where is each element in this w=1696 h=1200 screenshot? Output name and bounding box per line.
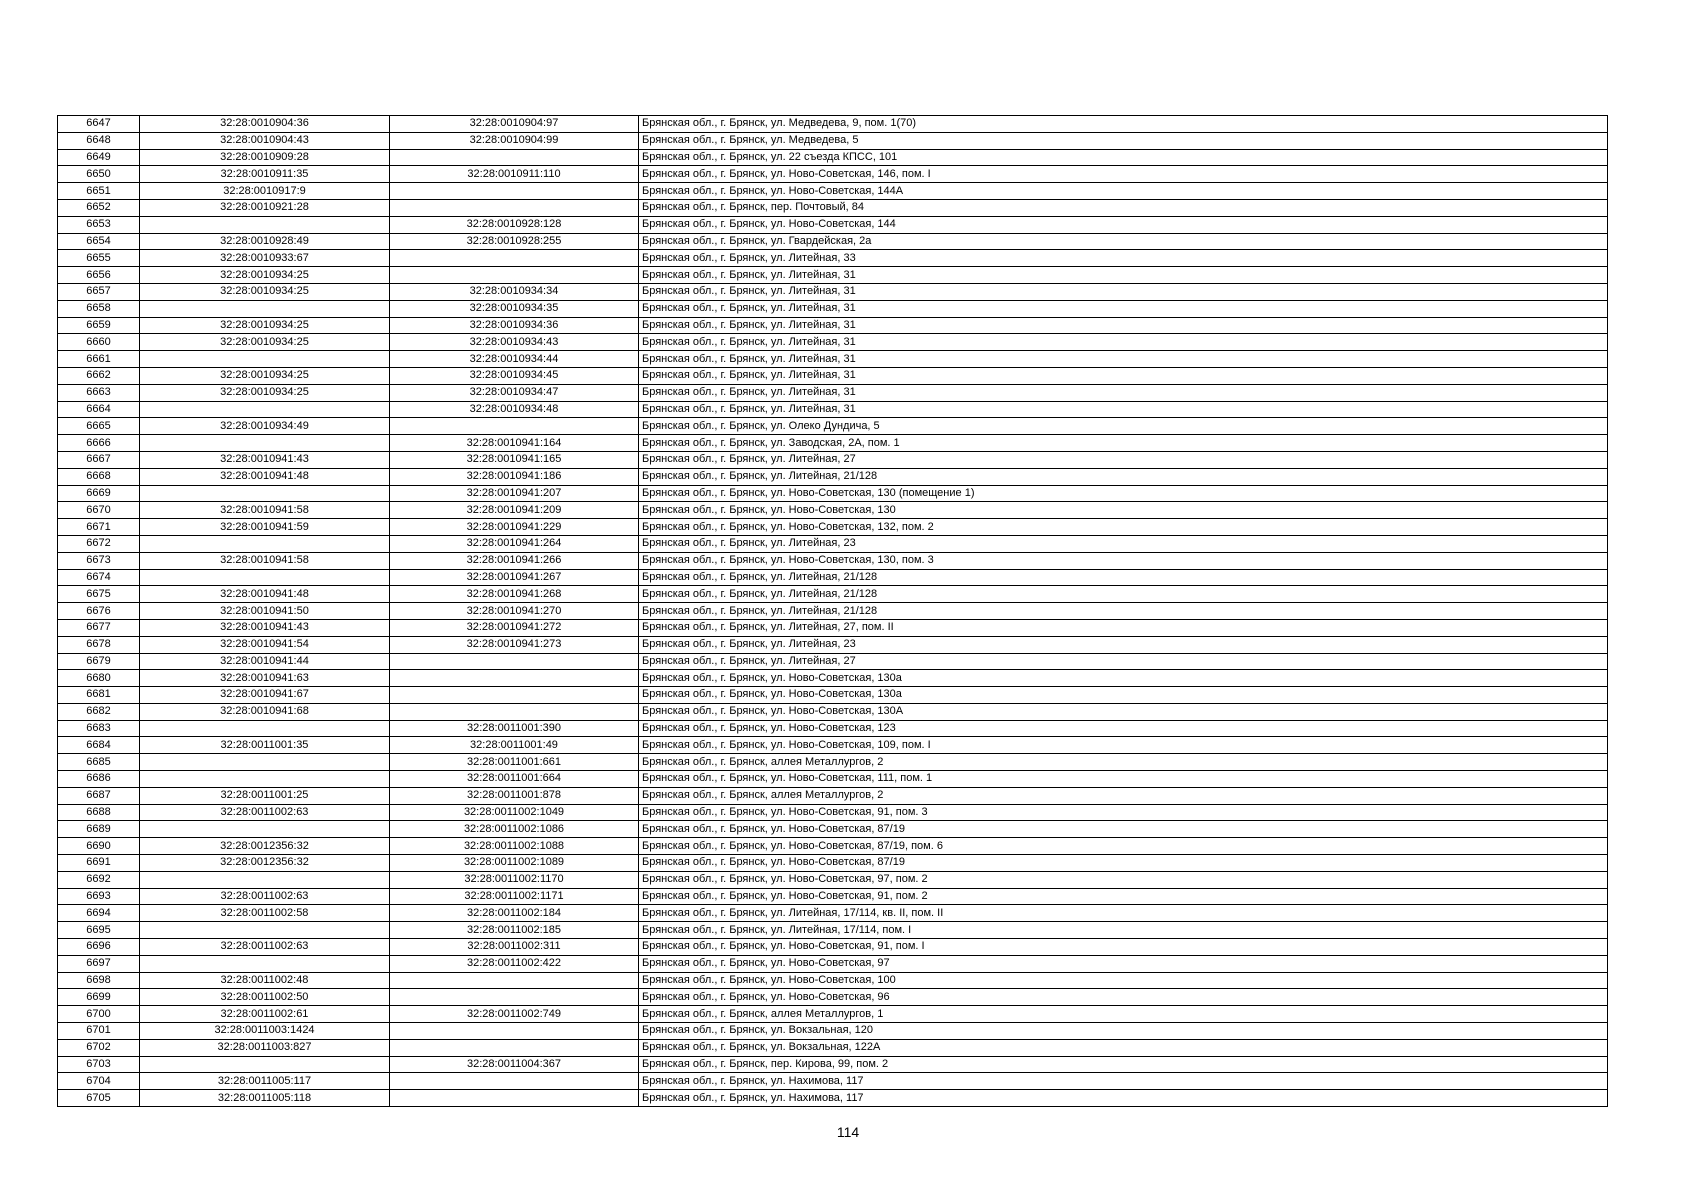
row-number-cell: 6702: [58, 1039, 140, 1056]
row-number-cell: 6674: [58, 569, 140, 586]
table-row: [58, 300, 1608, 317]
address-cell: Брянская обл., г. Брянск, ул. Литейная, 31: [639, 367, 1608, 384]
address-cell: Брянская обл., г. Брянск, ул. Литейная, 31: [639, 351, 1608, 368]
address-cell: Брянская обл., г. Брянск, ул. Ново-Советская, 91, пом. 3: [639, 804, 1608, 821]
premises-cadastral-number-cell: [390, 1039, 639, 1056]
cadastral-number-cell: 32:28:0010941:50: [140, 603, 390, 620]
address-cell: Брянская обл., г. Брянск, ул. Медведева, 5: [639, 132, 1608, 149]
cadastral-number-cell: 32:28:0011002:63: [140, 804, 390, 821]
row-number-cell: 6667: [58, 451, 140, 468]
premises-cadastral-number-cell: 32:28:0010928:255: [390, 233, 639, 250]
table-row: [58, 720, 1608, 737]
row-number-cell: 6692: [58, 871, 140, 888]
table-row: [58, 418, 1608, 435]
address-cell: Брянская обл., г. Брянск, ул. Литейная, 31: [639, 283, 1608, 300]
table-row: [58, 468, 1608, 485]
cadastral-number-cell: 32:28:0010934:25: [140, 367, 390, 384]
premises-cadastral-number-cell: 32:28:0010934:47: [390, 384, 639, 401]
address-cell: Брянская обл., г. Брянск, ул. Литейная, 17/114, пом. I: [639, 922, 1608, 939]
cadastral-number-cell: 32:28:0011002:50: [140, 989, 390, 1006]
premises-cadastral-number-cell: 32:28:0010941:267: [390, 569, 639, 586]
cadastral-number-cell: [140, 300, 390, 317]
address-cell: Брянская обл., г. Брянск, ул. Литейная, 31: [639, 267, 1608, 284]
premises-cadastral-number-cell: 32:28:0011002:422: [390, 955, 639, 972]
cadastral-number-cell: 32:28:0010934:25: [140, 267, 390, 284]
address-cell: Брянская обл., г. Брянск, ул. Нахимова, 117: [639, 1090, 1608, 1107]
premises-cadastral-number-cell: [390, 687, 639, 704]
table-row: [58, 485, 1608, 502]
row-number-cell: 6670: [58, 502, 140, 519]
table-body: [58, 116, 1608, 1107]
premises-cadastral-number-cell: [390, 267, 639, 284]
cadastral-number-cell: [140, 1056, 390, 1073]
address-cell: Брянская обл., г. Брянск, ул. Вокзальная, 122А: [639, 1039, 1608, 1056]
address-cell: Брянская обл., г. Брянск, ул. Ново-Советская, 87/19: [639, 855, 1608, 872]
premises-cadastral-number-cell: 32:28:0010941:270: [390, 603, 639, 620]
table-row: [58, 1056, 1608, 1073]
row-number-cell: 6653: [58, 216, 140, 233]
table-row: [58, 451, 1608, 468]
cadastral-number-cell: 32:28:0011001:25: [140, 787, 390, 804]
table-row: [58, 703, 1608, 720]
address-cell: Брянская обл., г. Брянск, ул. Гвардейская, 2а: [639, 233, 1608, 250]
premises-cadastral-number-cell: 32:28:0011002:1086: [390, 821, 639, 838]
row-number-cell: 6686: [58, 771, 140, 788]
address-cell: Брянская обл., г. Брянск, ул. Ново-Советская, 130 (помещение 1): [639, 485, 1608, 502]
row-number-cell: 6658: [58, 300, 140, 317]
premises-cadastral-number-cell: [390, 183, 639, 200]
premises-cadastral-number-cell: 32:28:0010941:272: [390, 619, 639, 636]
row-number-cell: 6648: [58, 132, 140, 149]
cadastral-number-cell: 32:28:0010941:43: [140, 451, 390, 468]
cadastral-number-cell: 32:28:0010941:58: [140, 552, 390, 569]
table-row: [58, 367, 1608, 384]
row-number-cell: 6700: [58, 1006, 140, 1023]
cadastral-number-cell: 32:28:0010928:49: [140, 233, 390, 250]
table-row: [58, 619, 1608, 636]
address-cell: Брянская обл., г. Брянск, ул. Ново-Советская, 132, пом. 2: [639, 519, 1608, 536]
address-cell: Брянская обл., г. Брянск, ул. Ново-Советская, 111, пом. 1: [639, 771, 1608, 788]
cadastral-number-cell: 32:28:0010941:63: [140, 670, 390, 687]
row-number-cell: 6676: [58, 603, 140, 620]
table-row: [58, 603, 1608, 620]
row-number-cell: 6681: [58, 687, 140, 704]
row-number-cell: 6657: [58, 283, 140, 300]
cadastral-number-cell: 32:28:0010904:36: [140, 116, 390, 133]
cadastral-number-cell: 32:28:0011005:117: [140, 1073, 390, 1090]
premises-cadastral-number-cell: [390, 418, 639, 435]
address-cell: Брянская обл., г. Брянск, пер. Кирова, 99, пом. 2: [639, 1056, 1608, 1073]
cadastral-number-cell: [140, 922, 390, 939]
table-row: [58, 586, 1608, 603]
premises-cadastral-number-cell: 32:28:0011001:49: [390, 737, 639, 754]
address-cell: Брянская обл., г. Брянск, ул. Ново-Советская, 87/19: [639, 821, 1608, 838]
row-number-cell: 6705: [58, 1090, 140, 1107]
premises-cadastral-number-cell: [390, 989, 639, 1006]
row-number-cell: 6669: [58, 485, 140, 502]
address-cell: Брянская обл., г. Брянск, ул. Ново-Советская, 97: [639, 955, 1608, 972]
address-cell: Брянская обл., г. Брянск, ул. Ново-Советская, 100: [639, 972, 1608, 989]
row-number-cell: 6663: [58, 384, 140, 401]
table-row: [58, 804, 1608, 821]
cadastral-number-cell: 32:28:0011002:63: [140, 939, 390, 956]
table-row: [58, 250, 1608, 267]
property-register-table: [57, 115, 1608, 1107]
premises-cadastral-number-cell: [390, 1090, 639, 1107]
address-cell: Брянская обл., г. Брянск, ул. Ново-Советская, 96: [639, 989, 1608, 1006]
address-cell: Брянская обл., г. Брянск, ул. Заводская, 2А, пом. 1: [639, 435, 1608, 452]
cadastral-number-cell: [140, 821, 390, 838]
address-cell: Брянская обл., г. Брянск, ул. Олеко Дундича, 5: [639, 418, 1608, 435]
address-cell: Брянская обл., г. Брянск, ул. Ново-Советская, 87/19, пом. 6: [639, 838, 1608, 855]
premises-cadastral-number-cell: 32:28:0011002:185: [390, 922, 639, 939]
row-number-cell: 6662: [58, 367, 140, 384]
address-cell: Брянская обл., г. Брянск, ул. Ново-Советская, 123: [639, 720, 1608, 737]
table-row: [58, 955, 1608, 972]
cadastral-number-cell: 32:28:0010941:59: [140, 519, 390, 536]
table-row: [58, 687, 1608, 704]
table-row: [58, 1006, 1608, 1023]
cadastral-number-cell: [140, 485, 390, 502]
row-number-cell: 6682: [58, 703, 140, 720]
premises-cadastral-number-cell: 32:28:0011002:1049: [390, 804, 639, 821]
row-number-cell: 6675: [58, 586, 140, 603]
address-cell: Брянская обл., г. Брянск, ул. Литейная, 31: [639, 317, 1608, 334]
address-cell: Брянская обл., г. Брянск, ул. Ново-Советская, 91, пом. 2: [639, 888, 1608, 905]
premises-cadastral-number-cell: [390, 670, 639, 687]
table-row: [58, 1073, 1608, 1090]
cadastral-number-cell: 32:28:0010941:48: [140, 468, 390, 485]
cadastral-number-cell: 32:28:0011002:63: [140, 888, 390, 905]
premises-cadastral-number-cell: 32:28:0010934:36: [390, 317, 639, 334]
address-cell: Брянская обл., г. Брянск, ул. Литейная, 31: [639, 401, 1608, 418]
address-cell: Брянская обл., г. Брянск, ул. Ново-Советская, 146, пом. I: [639, 166, 1608, 183]
table-row: [58, 1090, 1608, 1107]
table-row: [58, 199, 1608, 216]
address-cell: Брянская обл., г. Брянск, ул. Литейная, 31: [639, 300, 1608, 317]
address-cell: Брянская обл., г. Брянск, ул. Ново-Советская, 130А: [639, 703, 1608, 720]
row-number-cell: 6689: [58, 821, 140, 838]
cadastral-number-cell: 32:28:0010933:67: [140, 250, 390, 267]
table-row: [58, 653, 1608, 670]
address-cell: Брянская обл., г. Брянск, ул. Ново-Советская, 109, пом. I: [639, 737, 1608, 754]
table-row: [58, 1023, 1608, 1040]
address-cell: Брянская обл., г. Брянск, аллея Металлургов, 2: [639, 787, 1608, 804]
row-number-cell: 6691: [58, 855, 140, 872]
premises-cadastral-number-cell: [390, 1073, 639, 1090]
cadastral-number-cell: 32:28:0012356:32: [140, 855, 390, 872]
cadastral-number-cell: [140, 216, 390, 233]
table-row: [58, 216, 1608, 233]
address-cell: Брянская обл., г. Брянск, ул. Литейная, 17/114, кв. II, пом. II: [639, 905, 1608, 922]
table-row: [58, 166, 1608, 183]
address-cell: Брянская обл., г. Брянск, ул. Медведева, 9, пом. 1(70): [639, 116, 1608, 133]
premises-cadastral-number-cell: 32:28:0010941:266: [390, 552, 639, 569]
row-number-cell: 6665: [58, 418, 140, 435]
address-cell: Брянская обл., г. Брянск, ул. Ново-Советская, 144А: [639, 183, 1608, 200]
premises-cadastral-number-cell: 32:28:0010941:164: [390, 435, 639, 452]
premises-cadastral-number-cell: 32:28:0010941:165: [390, 451, 639, 468]
cadastral-number-cell: 32:28:0011003:1424: [140, 1023, 390, 1040]
cadastral-number-cell: [140, 351, 390, 368]
row-number-cell: 6679: [58, 653, 140, 670]
premises-cadastral-number-cell: [390, 653, 639, 670]
cadastral-number-cell: 32:28:0010941:48: [140, 586, 390, 603]
row-number-cell: 6693: [58, 888, 140, 905]
premises-cadastral-number-cell: 32:28:0010904:99: [390, 132, 639, 149]
table-row: [58, 737, 1608, 754]
address-cell: Брянская обл., г. Брянск, ул. Литейная, 21/128: [639, 603, 1608, 620]
table-row: [58, 552, 1608, 569]
address-cell: Брянская обл., г. Брянск, ул. Литейная, 21/128: [639, 586, 1608, 603]
row-number-cell: 6677: [58, 619, 140, 636]
premises-cadastral-number-cell: 32:28:0011002:1088: [390, 838, 639, 855]
cadastral-number-cell: [140, 720, 390, 737]
row-number-cell: 6697: [58, 955, 140, 972]
table-row: [58, 1039, 1608, 1056]
table-row: [58, 535, 1608, 552]
premises-cadastral-number-cell: 32:28:0010934:45: [390, 367, 639, 384]
table-row: [58, 351, 1608, 368]
table-row: [58, 283, 1608, 300]
row-number-cell: 6661: [58, 351, 140, 368]
premises-cadastral-number-cell: [390, 250, 639, 267]
table-row: [58, 972, 1608, 989]
premises-cadastral-number-cell: 32:28:0010934:44: [390, 351, 639, 368]
cadastral-number-cell: [140, 401, 390, 418]
cadastral-number-cell: 32:28:0010941:58: [140, 502, 390, 519]
cadastral-number-cell: [140, 955, 390, 972]
premises-cadastral-number-cell: [390, 703, 639, 720]
cadastral-number-cell: 32:28:0010941:67: [140, 687, 390, 704]
premises-cadastral-number-cell: 32:28:0011002:1171: [390, 888, 639, 905]
row-number-cell: 6685: [58, 754, 140, 771]
table-row: [58, 838, 1608, 855]
premises-cadastral-number-cell: 32:28:0011002:184: [390, 905, 639, 922]
premises-cadastral-number-cell: 32:28:0010941:268: [390, 586, 639, 603]
table-row: [58, 317, 1608, 334]
address-cell: Брянская обл., г. Брянск, ул. Ново-Советская, 130а: [639, 670, 1608, 687]
table-row: [58, 116, 1608, 133]
cadastral-number-cell: 32:28:0011003:827: [140, 1039, 390, 1056]
row-number-cell: 6649: [58, 149, 140, 166]
address-cell: Брянская обл., г. Брянск, аллея Металлургов, 2: [639, 754, 1608, 771]
table-row: [58, 855, 1608, 872]
premises-cadastral-number-cell: 32:28:0010941:229: [390, 519, 639, 536]
address-cell: Брянская обл., г. Брянск, ул. Литейная, 21/128: [639, 468, 1608, 485]
row-number-cell: 6672: [58, 535, 140, 552]
cadastral-number-cell: 32:28:0010941:43: [140, 619, 390, 636]
cadastral-number-cell: 32:28:0010934:49: [140, 418, 390, 435]
premises-cadastral-number-cell: [390, 972, 639, 989]
row-number-cell: 6664: [58, 401, 140, 418]
premises-cadastral-number-cell: 32:28:0010904:97: [390, 116, 639, 133]
cadastral-number-cell: 32:28:0011002:48: [140, 972, 390, 989]
cadastral-number-cell: [140, 754, 390, 771]
address-cell: Брянская обл., г. Брянск, ул. Ново-Советская, 91, пом. I: [639, 939, 1608, 956]
table-row: [58, 771, 1608, 788]
premises-cadastral-number-cell: 32:28:0010934:34: [390, 283, 639, 300]
row-number-cell: 6668: [58, 468, 140, 485]
cadastral-number-cell: 32:28:0010941:54: [140, 636, 390, 653]
address-cell: Брянская обл., г. Брянск, ул. Нахимова, 117: [639, 1073, 1608, 1090]
table-row: [58, 922, 1608, 939]
row-number-cell: 6678: [58, 636, 140, 653]
premises-cadastral-number-cell: 32:28:0010941:186: [390, 468, 639, 485]
address-cell: Брянская обл., г. Брянск, ул. Литейная, 27: [639, 451, 1608, 468]
premises-cadastral-number-cell: 32:28:0010934:35: [390, 300, 639, 317]
cadastral-number-cell: 32:28:0011002:61: [140, 1006, 390, 1023]
cadastral-number-cell: 32:28:0010921:28: [140, 199, 390, 216]
row-number-cell: 6701: [58, 1023, 140, 1040]
premises-cadastral-number-cell: [390, 199, 639, 216]
premises-cadastral-number-cell: [390, 149, 639, 166]
cadastral-number-cell: 32:28:0010904:43: [140, 132, 390, 149]
row-number-cell: 6698: [58, 972, 140, 989]
premises-cadastral-number-cell: 32:28:0010911:110: [390, 166, 639, 183]
row-number-cell: 6688: [58, 804, 140, 821]
premises-cadastral-number-cell: 32:28:0010941:209: [390, 502, 639, 519]
address-cell: Брянская обл., г. Брянск, ул. 22 съезда КПСС, 101: [639, 149, 1608, 166]
premises-cadastral-number-cell: 32:28:0010941:273: [390, 636, 639, 653]
table-row: [58, 787, 1608, 804]
cadastral-number-cell: 32:28:0010911:35: [140, 166, 390, 183]
row-number-cell: 6660: [58, 334, 140, 351]
cadastral-number-cell: [140, 871, 390, 888]
address-cell: Брянская обл., г. Брянск, ул. Литейная, 33: [639, 250, 1608, 267]
table-row: [58, 888, 1608, 905]
table-row: [58, 670, 1608, 687]
table-row: [58, 267, 1608, 284]
cadastral-number-cell: 32:28:0010941:44: [140, 653, 390, 670]
cadastral-number-cell: 32:28:0010934:25: [140, 283, 390, 300]
cadastral-number-cell: 32:28:0010934:25: [140, 334, 390, 351]
address-cell: Брянская обл., г. Брянск, ул. Ново-Советская, 144: [639, 216, 1608, 233]
premises-cadastral-number-cell: 32:28:0011002:749: [390, 1006, 639, 1023]
row-number-cell: 6650: [58, 166, 140, 183]
address-cell: Брянская обл., г. Брянск, ул. Литейная, 31: [639, 334, 1608, 351]
row-number-cell: 6647: [58, 116, 140, 133]
table-row: [58, 569, 1608, 586]
row-number-cell: 6654: [58, 233, 140, 250]
premises-cadastral-number-cell: [390, 1023, 639, 1040]
address-cell: Брянская обл., г. Брянск, ул. Ново-Советская, 130а: [639, 687, 1608, 704]
premises-cadastral-number-cell: 32:28:0011001:878: [390, 787, 639, 804]
cadastral-number-cell: 32:28:0011002:58: [140, 905, 390, 922]
row-number-cell: 6673: [58, 552, 140, 569]
address-cell: Брянская обл., г. Брянск, ул. Литейная, 23: [639, 535, 1608, 552]
cadastral-number-cell: [140, 535, 390, 552]
premises-cadastral-number-cell: 32:28:0011001:390: [390, 720, 639, 737]
premises-cadastral-number-cell: 32:28:0011002:1170: [390, 871, 639, 888]
table-row: [58, 149, 1608, 166]
address-cell: Брянская обл., г. Брянск, ул. Ново-Советская, 130: [639, 502, 1608, 519]
row-number-cell: 6690: [58, 838, 140, 855]
address-cell: Брянская обл., г. Брянск, ул. Вокзальная, 120: [639, 1023, 1608, 1040]
address-cell: Брянская обл., г. Брянск, пер. Почтовый, 84: [639, 199, 1608, 216]
table-row: [58, 821, 1608, 838]
premises-cadastral-number-cell: 32:28:0010934:48: [390, 401, 639, 418]
premises-cadastral-number-cell: 32:28:0011001:664: [390, 771, 639, 788]
premises-cadastral-number-cell: 32:28:0011002:311: [390, 939, 639, 956]
cadastral-number-cell: [140, 435, 390, 452]
address-cell: Брянская обл., г. Брянск, ул. Литейная, 21/128: [639, 569, 1608, 586]
row-number-cell: 6656: [58, 267, 140, 284]
table-row: [58, 334, 1608, 351]
row-number-cell: 6699: [58, 989, 140, 1006]
address-cell: Брянская обл., г. Брянск, ул. Литейная, 31: [639, 384, 1608, 401]
row-number-cell: 6671: [58, 519, 140, 536]
address-cell: Брянская обл., г. Брянск, ул. Литейная, 23: [639, 636, 1608, 653]
premises-cadastral-number-cell: 32:28:0011004:367: [390, 1056, 639, 1073]
table-row: [58, 939, 1608, 956]
cadastral-number-cell: 32:28:0010934:25: [140, 384, 390, 401]
table-row: [58, 502, 1608, 519]
cadastral-number-cell: 32:28:0011005:118: [140, 1090, 390, 1107]
table-row: [58, 754, 1608, 771]
cadastral-number-cell: 32:28:0010909:28: [140, 149, 390, 166]
premises-cadastral-number-cell: 32:28:0010941:207: [390, 485, 639, 502]
table-row: [58, 989, 1608, 1006]
row-number-cell: 6655: [58, 250, 140, 267]
table-row: [58, 871, 1608, 888]
address-cell: Брянская обл., г. Брянск, ул. Ново-Советская, 130, пом. 3: [639, 552, 1608, 569]
premises-cadastral-number-cell: 32:28:0010941:264: [390, 535, 639, 552]
table-row: [58, 132, 1608, 149]
address-cell: Брянская обл., г. Брянск, ул. Литейная, 27: [639, 653, 1608, 670]
premises-cadastral-number-cell: 32:28:0010934:43: [390, 334, 639, 351]
cadastral-number-cell: [140, 569, 390, 586]
cadastral-number-cell: 32:28:0010941:68: [140, 703, 390, 720]
table-row: [58, 435, 1608, 452]
row-number-cell: 6652: [58, 199, 140, 216]
table-row: [58, 401, 1608, 418]
cadastral-number-cell: 32:28:0010934:25: [140, 317, 390, 334]
row-number-cell: 6704: [58, 1073, 140, 1090]
address-cell: Брянская обл., г. Брянск, ул. Ново-Советская, 97, пом. 2: [639, 871, 1608, 888]
page-number: 114: [836, 1124, 860, 1140]
cadastral-number-cell: 32:28:0010917:9: [140, 183, 390, 200]
table-row: [58, 233, 1608, 250]
row-number-cell: 6687: [58, 787, 140, 804]
row-number-cell: 6703: [58, 1056, 140, 1073]
row-number-cell: 6683: [58, 720, 140, 737]
table-row: [58, 183, 1608, 200]
table-row: [58, 905, 1608, 922]
row-number-cell: 6695: [58, 922, 140, 939]
row-number-cell: 6696: [58, 939, 140, 956]
premises-cadastral-number-cell: 32:28:0011002:1089: [390, 855, 639, 872]
premises-cadastral-number-cell: 32:28:0010928:128: [390, 216, 639, 233]
address-cell: Брянская обл., г. Брянск, аллея Металлургов, 1: [639, 1006, 1608, 1023]
address-cell: Брянская обл., г. Брянск, ул. Литейная, 27, пом. II: [639, 619, 1608, 636]
table-row: [58, 519, 1608, 536]
cadastral-number-cell: 32:28:0011001:35: [140, 737, 390, 754]
row-number-cell: 6684: [58, 737, 140, 754]
table-row: [58, 384, 1608, 401]
cadastral-number-cell: 32:28:0012356:32: [140, 838, 390, 855]
premises-cadastral-number-cell: 32:28:0011001:661: [390, 754, 639, 771]
row-number-cell: 6651: [58, 183, 140, 200]
row-number-cell: 6666: [58, 435, 140, 452]
cadastral-number-cell: [140, 771, 390, 788]
row-number-cell: 6694: [58, 905, 140, 922]
table-row: [58, 636, 1608, 653]
row-number-cell: 6680: [58, 670, 140, 687]
row-number-cell: 6659: [58, 317, 140, 334]
